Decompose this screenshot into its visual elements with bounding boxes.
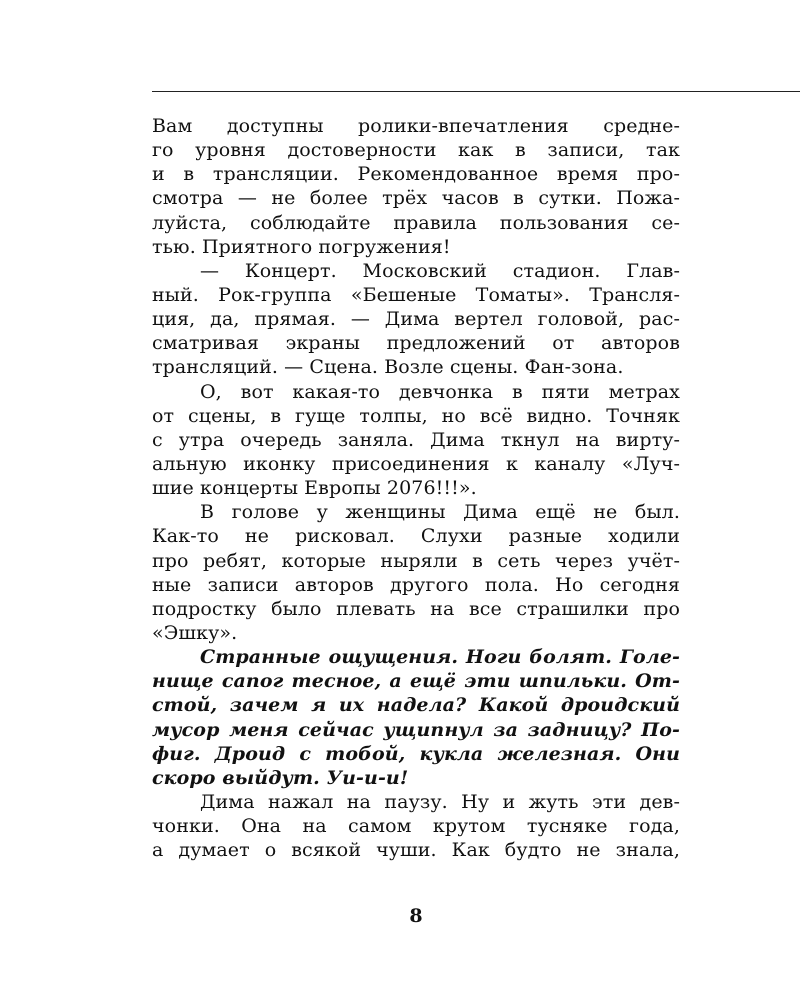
text-line: фиг. Дроид с тобой, кукла железная. Они [152,742,680,765]
text-line: смотра — не более трёх часов в сутки. Пожа- [152,187,680,210]
text-line: чонки. Она на самом крутом тусняке года, [152,815,680,838]
text-line: го уровня достоверности как в записи, так [152,139,680,162]
page-body-text [152,114,680,862]
text-line: Странные ощущения. Ноги болят. Голе- [200,646,680,669]
paragraph [152,790,680,862]
header-rule [152,91,800,92]
paragraph [152,380,680,501]
text-line: стой, зачем я их надела? Какой дроидский [152,694,680,717]
text-line: и в трансляции. Рекомендованное время про- [152,163,680,186]
text-line: сматривая экраны предложений от авторов [152,332,680,355]
text-line: ные записи авторов другого пола. Но сегодня [152,573,680,596]
text-line: «Эшку». [152,621,238,644]
text-line: а думает о всякой чуши. Как будто не знала, [152,839,680,862]
text-line: от сцены, в гуще толпы, но всё видно. Точняк [152,404,680,427]
text-line: Как-то не рисковал. Слухи разные ходили [152,525,680,548]
text-line: альную иконку присоединения к каналу «Луч- [152,452,680,475]
text-line: с утра очередь заняла. Дима ткнул на вирту- [152,428,680,451]
text-line: мусор меня сейчас ущипнул за задницу? По- [152,718,680,741]
text-line: ный. Рок-группа «Бешеные Томаты». Трансля- [152,283,680,306]
text-line: про ребят, которые ныряли в сеть через учёт- [152,549,680,572]
text-line: — Концерт. Московский стадион. Глав- [200,259,680,282]
paragraph [152,259,680,380]
text-line: тью. Приятного погружения! [152,235,451,258]
text-line: нище сапог тесное, а ещё эти шпильки. От- [152,670,680,693]
paragraph [152,500,680,645]
text-line: Дима нажал на паузу. Ну и жуть эти дев- [200,790,680,813]
italic-paragraph [152,645,680,790]
text-line: шие концерты Европы 2076!!!». [152,477,477,500]
text-line: В голове у женщины Дима ещё не был. [200,501,680,524]
paragraph [152,114,680,259]
text-line: О, вот какая-то девчонка в пяти метрах [200,380,680,403]
text-line: скоро выйдут. Уи-и-и! [152,766,409,789]
text-line: луйста, соблюдайте правила пользования се- [152,211,680,234]
text-line: ция, да, прямая. — Дима вертел головой, рас- [152,308,680,331]
page-number: 8 [409,905,423,927]
text-line: трансляций. — Сцена. Возле сцены. Фан-зона. [152,356,624,379]
text-line: подростку было плевать на все страшилки про [152,597,680,620]
text-line: Вам доступны ролики-впечатления средне- [152,115,680,137]
